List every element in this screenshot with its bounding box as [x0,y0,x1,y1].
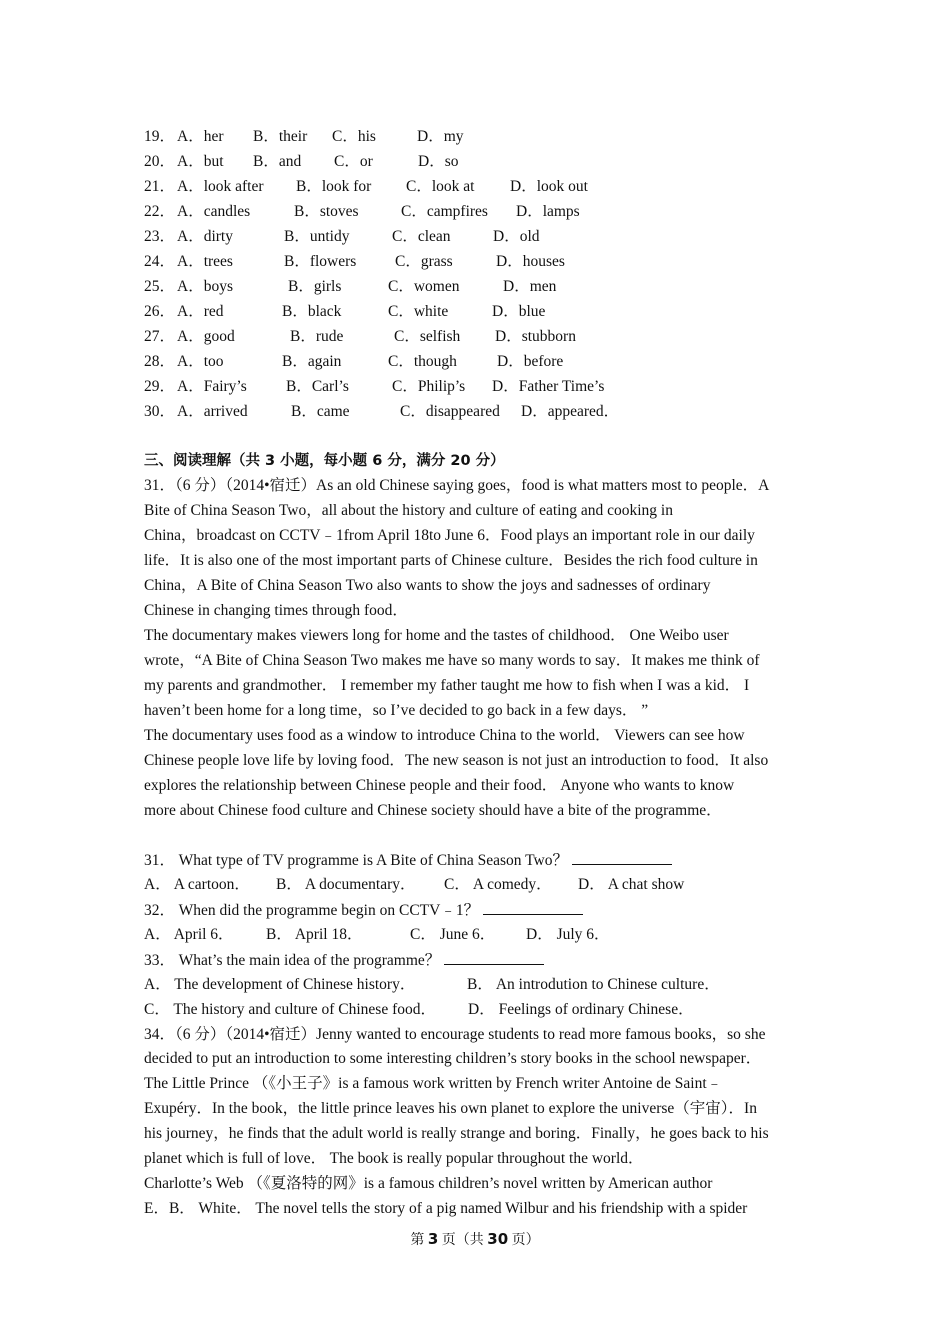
answer-blank[interactable] [483,900,583,915]
option-b: B． An introdution to Chinese culture． [467,976,720,993]
option-b: B．and [253,153,302,170]
question-stem: 31． What type of TV programme is A Bite of China Season Two？ [144,852,568,869]
option-b: B．girls [288,278,342,295]
option-d: D．my [417,128,464,145]
passage-line: his journey，he finds that the adult world is really strange and boring．Finally，he goes back to his [144,1125,769,1142]
option-d: D．men [503,278,557,295]
passage-line: Exupéry．In the book，the little prince leaves his own planet to explore the universe（宇宙）．In [144,1100,757,1117]
option-c: C．grass [395,253,453,270]
question-number: 19． [144,128,176,145]
option-c: C． The history and culture of Chinese food． [144,1001,437,1018]
question-number: 20． [144,153,176,170]
option-d: D．Father Time’s [492,378,605,395]
option-d: D．old [493,228,540,245]
question-number: 27． [144,328,176,345]
option-a: A．too [177,353,224,370]
option-b: B．stoves [294,203,359,220]
current-page-number: 3 [427,1230,439,1248]
option-c: C．selfish [394,328,461,345]
question-number: 24． [144,253,176,270]
option-a: A．look after [177,178,264,195]
option-c: C．clean [392,228,451,245]
footer-prefix: 第 [410,1233,425,1248]
option-a: A． April 6． [144,926,234,943]
option-a: A．her [177,128,224,145]
option-b: B．their [253,128,308,145]
option-b: B．untidy [284,228,350,245]
option-d: D． Feelings of ordinary Chinese． [468,1001,694,1018]
passage-line: The Little Prince （《小王子》is a famous work written by French writer Antoine de Saint﹣ [144,1075,723,1092]
option-d: D．blue [492,303,546,320]
question-number: 21． [144,178,176,195]
passage-line: China，broadcast on CCTV﹣1from April 18to June 6．Food plays an important role in our daily [144,527,755,544]
option-c: C．women [388,278,460,295]
option-a: A．Fairy’s [177,378,247,395]
answer-blank[interactable] [444,950,544,965]
option-b: B． A documentary． [276,876,416,893]
question-stem: 32． When did the programme begin on CCTV﹣1？ [144,902,480,919]
option-a: A．dirty [177,228,233,245]
question-number: 30． [144,403,176,420]
option-c: C．though [388,353,457,370]
option-c: C．Philip’s [392,378,466,395]
passage-line: Bite of China Season Two，all about the history and culture of eating and cooking in [144,502,673,519]
total-page-count: 30 [487,1230,509,1248]
option-b: B． April 18． [266,926,363,943]
option-a: A．boys [177,278,233,295]
option-c: C．his [332,128,376,145]
option-c: C． June 6． [410,926,496,943]
option-d: D．houses [496,253,565,270]
passage-line: decided to put an introduction to some interesting children’s story books in the school newspaper． [144,1050,762,1067]
option-b: B．came [291,403,350,420]
option-a: A．candles [177,203,251,220]
passage-line: my parents and grandmother． I remember my father taught me how to fish when I was a kid． I [144,677,750,694]
option-d: D．appeared． [521,403,620,420]
option-b: B．Carl’s [286,378,349,395]
passage-line: more about Chinese food culture and Chinese society should have a bite of the programme． [144,802,722,819]
passage-line: explores the relationship between Chinese people and their food． Anyone who wants to know [144,777,735,794]
question-stem-line [144,900,583,921]
option-c: C．disappeared [400,403,500,420]
passage-line: China，A Bite of China Season Two also wants to show the joys and sadnesses of ordinary [144,577,711,594]
option-c: C．campfires [401,203,488,220]
option-d: D． A chat show [578,876,685,893]
option-a: A．red [177,303,224,320]
option-b: B．flowers [284,253,357,270]
question-number: 29． [144,378,176,395]
option-b: B．again [282,353,342,370]
passage-line: wrote，“A Bite of China Season Two makes me have so many words to say．It makes me think of [144,652,760,669]
option-a: A． A cartoon． [144,876,250,893]
question-number: 26． [144,303,176,320]
passage-line: 31．（6 分）（2014•宿迁）As an old Chinese saying goes，food is what matters most to people．A [144,477,770,494]
option-b: B．rude [290,328,344,345]
question-number: 23． [144,228,176,245]
option-c: C． A comedy． [444,876,552,893]
passage-line: 34．（6 分）（2014•宿迁）Jenny wanted to encourage students to read more famous books，so she [144,1026,766,1043]
passage-line: Chinese in changing times through food． [144,602,408,619]
option-c: C．white [388,303,449,320]
passage-line: Chinese people love life by loving food．The new season is not just an introduction to food．It also [144,752,769,769]
passage-line: planet which is full of love． The book is really popular throughout the world． [144,1150,644,1167]
question-stem-line [144,850,672,871]
option-d: D．lamps [516,203,580,220]
option-d: D． July 6． [526,926,610,943]
passage-line: life．It is also one of the most important parts of Chinese culture．Besides the rich food culture in [144,552,758,569]
option-a: A．arrived [177,403,248,420]
option-c: C．look at [406,178,475,195]
section-heading: 三、阅读理解（共 3 小题，每小题 6 分，满分 20 分） [144,453,505,469]
passage-line: Charlotte’s Web （《夏洛特的网》is a famous children’s novel written by American author [144,1175,713,1192]
footer-mid: 页（共 [441,1233,484,1248]
question-number: 22． [144,203,176,220]
option-b: B．look for [296,178,372,195]
page-footer [0,1229,950,1251]
passage-line: haven’t been home for a long time，so I’ve decided to go back in a few days． ” [144,702,649,719]
option-b: B．black [282,303,342,320]
question-number: 28． [144,353,176,370]
question-stem: 33． What’s the main idea of the programme？ [144,952,441,969]
option-d: D．so [418,153,459,170]
option-d: D．look out [510,178,588,195]
passage-line: E．B． White． The novel tells the story of a pig named Wilbur and his friendship with a spider [144,1200,748,1217]
footer-suffix: 页） [511,1233,540,1248]
question-stem-line [144,950,544,971]
option-c: C．or [334,153,373,170]
question-number: 25． [144,278,176,295]
option-a: A．trees [177,253,233,270]
option-a: A．but [177,153,224,170]
option-d: D．stubborn [495,328,576,345]
option-a: A．good [177,328,235,345]
passage-line: The documentary makes viewers long for home and the tastes of childhood． One Weibo user [144,627,729,644]
option-d: D．before [497,353,564,370]
passage-line: The documentary uses food as a window to introduce China to the world． Viewers can see how [144,727,745,744]
answer-blank[interactable] [572,850,672,865]
option-a: A． The development of Chinese history． [144,976,416,993]
